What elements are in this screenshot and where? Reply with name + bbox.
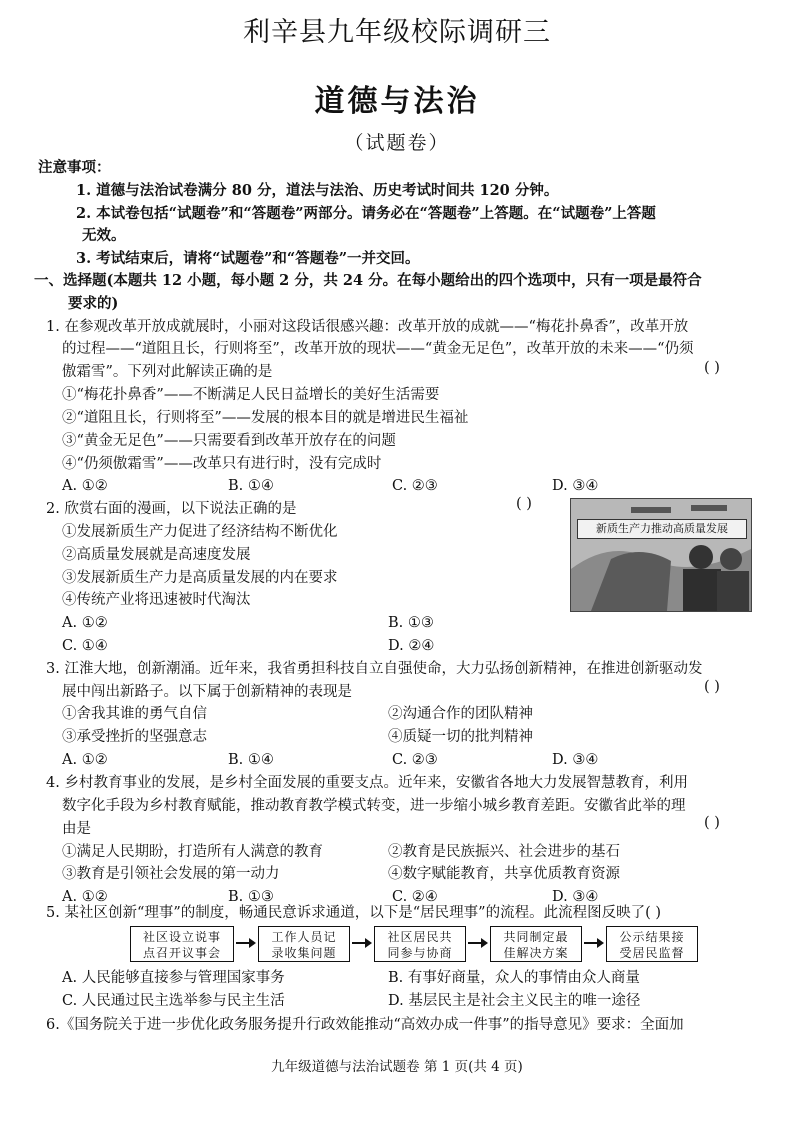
- q2-option-d: D. ②④: [388, 638, 435, 654]
- q4-stem-line-3: 由是: [62, 821, 91, 837]
- q2-statement-2: ②高质量发展就是高速度发展: [62, 547, 251, 563]
- flow-arrow-4: [584, 942, 602, 944]
- q4-option-c: C. ②④: [392, 889, 438, 905]
- flow-step-2-line-2: 录收集问题: [271, 946, 337, 960]
- school-line: 利辛县九年级校际调研三: [243, 17, 551, 48]
- q2-stem: 2. 欣赏右面的漫画，以下说法正确的是: [46, 501, 297, 517]
- notice-item-2-cont: 无效。: [82, 227, 126, 244]
- q1-answer-bracket: ( ): [704, 360, 720, 376]
- q2-option-c: C. ①④: [62, 638, 108, 654]
- q4-stem-line-1: 4. 乡村教育事业的发展，是乡村全面发展的重要支点。近年来，安徽省各地大力发展智慧教育，利用: [46, 775, 688, 791]
- q1-statement-4: ④“仍须傲霜雪”——改革只有进行时，没有完成时: [62, 456, 382, 472]
- flow-arrow-1: [236, 942, 254, 944]
- q2-statement-4: ④传统产业将迅速被时代淘汰: [62, 592, 251, 608]
- q1-option-a: A. ①②: [62, 478, 108, 494]
- q4-statement-3: ③教育是引领社会发展的第一动力: [62, 866, 280, 882]
- q1-stem-line-1: 1. 在参观改革开放成就展时，小丽对这段话很感兴趣：改革开放的成就——“梅花扑鼻香”，改革开放: [46, 319, 689, 335]
- q5-option-b: B. 有事好商量，众人的事情由众人商量: [388, 970, 640, 986]
- flow-step-4-line-1: 共同制定最: [503, 930, 569, 944]
- q3-option-a: A. ①②: [62, 752, 108, 768]
- q1-option-b: B. ①④: [228, 478, 274, 494]
- notice-item-2: 2. 本试卷包括“试题卷”和“答题卷”两部分。请务必在“答题卷”上答题。在“试题卷”上答题: [76, 205, 656, 222]
- q3-option-d: D. ③④: [552, 752, 599, 768]
- q4-option-d: D. ③④: [552, 889, 599, 905]
- flow-step-3-line-2: 同参与协商: [387, 946, 453, 960]
- notice-title: 注意事项：: [38, 159, 111, 176]
- cartoon-caption: 新质生产力推动高质量发展: [577, 519, 747, 539]
- q5-option-d: D. 基层民主是社会主义民主的唯一途径: [388, 993, 641, 1009]
- q4-statement-4: ④数字赋能教育，共享优质教育资源: [388, 866, 620, 882]
- flow-step-5-line-1: 公示结果接: [619, 930, 685, 944]
- q3-statement-2: ②沟通合作的团队精神: [388, 706, 533, 722]
- section-heading-cont: 要求的): [68, 295, 119, 312]
- flow-step-2-line-1: 工作人员记: [271, 930, 337, 944]
- section-heading: 一、选择题(本题共 12 小题，每小题 2 分，共 24 分。在每小题给出的四个选项中，只有一项是最符合: [34, 272, 702, 289]
- q2-option-a: A. ①②: [62, 615, 108, 631]
- q4-option-a: A. ①②: [62, 889, 108, 905]
- q3-statement-1: ①舍我其谁的勇气自信: [62, 706, 207, 722]
- q4-statement-1: ①满足人民期盼，打造所有人满意的教育: [62, 844, 323, 860]
- q1-statement-2: ②“道阻且长，行则将至”——发展的根本目的就是增进民生福祉: [62, 410, 469, 426]
- q1-statement-3: ③“黄金无足色”——只需要看到改革开放存在的问题: [62, 433, 396, 449]
- q1-option-d: D. ③④: [552, 478, 599, 494]
- q3-option-b: B. ①④: [228, 752, 274, 768]
- q2-option-b: B. ①③: [388, 615, 434, 631]
- flow-step-3-line-1: 社区居民共: [387, 930, 453, 944]
- q3-stem-line-2: 展中闯出新路子。以下属于创新精神的表现是: [62, 684, 352, 700]
- q3-option-c: C. ②③: [392, 752, 438, 768]
- page-footer: 九年级道德与法治试题卷 第 1 页(共 4 页): [271, 1059, 523, 1075]
- flow-step-5: [606, 926, 698, 962]
- flow-arrow-3: [468, 942, 486, 944]
- notice-item-3: 3. 考试结束后，请将“试题卷”和“答题卷”一并交回。: [76, 250, 420, 267]
- flow-step-1: [130, 926, 234, 962]
- q4-statement-2: ②教育是民族振兴、社会进步的基石: [388, 844, 620, 860]
- q3-statement-3: ③承受挫折的坚强意志: [62, 729, 207, 745]
- subject-title: 道德与法治: [314, 84, 480, 119]
- q1-statement-1: ①“梅花扑鼻香”——不断满足人民日益增长的美好生活需要: [62, 387, 440, 403]
- q4-answer-bracket: ( ): [704, 815, 720, 831]
- flow-step-4: [490, 926, 582, 962]
- flow-step-1-line-1: 社区设立说事: [142, 930, 221, 944]
- cartoon-illustration: [571, 499, 751, 611]
- q4-option-b: B. ①③: [228, 889, 274, 905]
- paper-type: （试题卷）: [344, 132, 450, 154]
- notice-item-1: 1. 道德与法治试卷满分 80 分，道法与法治、历史考试时间共 120 分钟。: [76, 182, 559, 199]
- flow-step-5-line-2: 受居民监督: [619, 946, 685, 960]
- q3-answer-bracket: ( ): [704, 679, 720, 695]
- q3-statement-4: ④质疑一切的批判精神: [388, 729, 533, 745]
- q5-stem: 5. 某社区创新“理事”的制度，畅通民意诉求通道，以下是“居民理事”的流程。此流程图反映了( ): [46, 905, 662, 921]
- flow-step-2: [258, 926, 350, 962]
- q5-option-a: A. 人民能够直接参与管理国家事务: [62, 970, 285, 986]
- flow-step-1-line-2: 点召开议事会: [142, 946, 221, 960]
- q6-stem-line-1: 6.《国务院关于进一步优化政务服务提升行政效能推动“高效办成一件事”的指导意见》要求：全面加: [46, 1017, 684, 1033]
- q3-stem-line-1: 3. 江淮大地，创新潮涌。近年来，我省勇担科技自立自强使命，大力弘扬创新精神，在推进创新驱动发: [46, 661, 703, 677]
- q1-stem-line-2: 的过程——“道阻且长，行则将至”，改革开放的现状——“黄金无足色”，改革开放的未来——“仍须: [62, 341, 694, 357]
- q1-stem-line-3: 傲霜雪”。下列对此解读正确的是: [62, 364, 273, 380]
- cartoon-image: [570, 498, 752, 612]
- q2-answer-bracket: ( ): [516, 496, 532, 512]
- q2-statement-1: ①发展新质生产力促进了经济结构不断优化: [62, 524, 338, 540]
- q2-statement-3: ③发展新质生产力是高质量发展的内在要求: [62, 570, 338, 586]
- q5-option-c: C. 人民通过民主选举参与民主生活: [62, 993, 285, 1009]
- q1-option-c: C. ②③: [392, 478, 438, 494]
- flow-arrow-2: [352, 942, 370, 944]
- flow-step-3: [374, 926, 466, 962]
- flow-step-4-line-2: 佳解决方案: [503, 946, 569, 960]
- q4-stem-line-2: 数字化手段为乡村教育赋能，推动教育教学模式转变，进一步缩小城乡教育差距。安徽省此举的理: [62, 798, 686, 814]
